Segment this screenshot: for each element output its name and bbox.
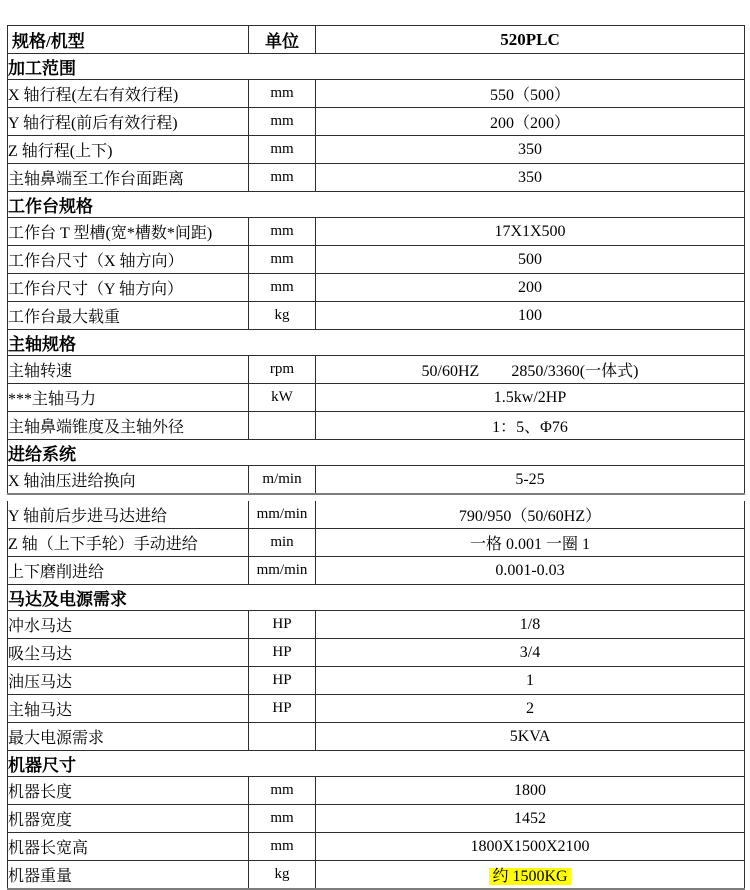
spec-value: 3/4: [316, 639, 745, 667]
spec-label: 机器长宽高: [8, 833, 249, 861]
spec-unit: mm: [249, 274, 316, 302]
section-title: 主轴规格: [8, 330, 745, 356]
spec-row-spindle-taper: [8, 412, 745, 440]
spec-row-spindle-nose-to-table: [8, 164, 745, 192]
spec-unit: mm: [249, 246, 316, 274]
section-title: 机器尺寸: [8, 751, 745, 777]
spec-label: 主轴鼻端锥度及主轴外径: [8, 412, 249, 440]
section-row-feed-system: [8, 440, 745, 466]
spec-label: 工作台尺寸（X 轴方向）: [8, 246, 249, 274]
spec-label: 机器宽度: [8, 805, 249, 833]
spec-value: 一格 0.001 一圈 1: [316, 529, 745, 557]
spec-table-upper: [7, 25, 745, 495]
spec-value: 790/950（50/60HZ）: [316, 501, 745, 529]
section-title: 工作台规格: [8, 192, 745, 218]
spec-label: X 轴油压进给换向: [8, 466, 249, 495]
spec-unit: mm: [249, 805, 316, 833]
spec-unit: min: [249, 529, 316, 557]
spec-value: 1/8: [316, 611, 745, 639]
section-row-table-spec: [8, 192, 745, 218]
spec-label: Y 轴前后步进马达进给: [8, 501, 249, 529]
spec-row-y-travel: [8, 108, 745, 136]
spec-row-table-size-y: [8, 274, 745, 302]
header-model-520plc: 520PLC: [316, 26, 745, 54]
section-row-machine-size: [8, 751, 745, 777]
spec-unit: mm: [249, 164, 316, 192]
spec-value: 1452: [316, 805, 745, 833]
spec-label: 工作台 T 型槽(宽*槽数*间距): [8, 218, 249, 246]
spec-value: 1：5、Φ76: [316, 412, 745, 440]
spec-unit: [249, 723, 316, 751]
spec-value: 500: [316, 246, 745, 274]
spec-value: [316, 861, 745, 890]
spec-label: Y 轴行程(前后有效行程): [8, 108, 249, 136]
spec-label: Z 轴行程(上下): [8, 136, 249, 164]
spec-unit: HP: [249, 695, 316, 723]
spec-unit: mm/min: [249, 501, 316, 529]
spec-value: 550（500）: [316, 80, 745, 108]
spec-value: 0.001-0.03: [316, 557, 745, 585]
header-spec-model: 规格/机型: [8, 26, 249, 54]
spec-unit: kg: [249, 861, 316, 890]
spec-label: 上下磨削进给: [8, 557, 249, 585]
spec-row-table-max-load: [8, 302, 745, 330]
spec-label: ***主轴马力: [8, 384, 249, 412]
section-title: 马达及电源需求: [8, 585, 745, 611]
spec-value: 1: [316, 667, 745, 695]
spec-value: 17X1X500: [316, 218, 745, 246]
spec-unit: kg: [249, 302, 316, 330]
spec-row-spindle-speed: [8, 356, 745, 384]
spec-label: 冲水马达: [8, 611, 249, 639]
spec-label: Z 轴（上下手轮）手动进给: [8, 529, 249, 557]
spec-row-hydraulic-motor: [8, 667, 745, 695]
spec-unit: mm: [249, 218, 316, 246]
spec-unit: mm: [249, 108, 316, 136]
spec-row-machine-weight: [8, 861, 745, 890]
spec-value: 50/60HZ 2850/3360(一体式): [316, 356, 745, 384]
spec-value: 1800X1500X2100: [316, 833, 745, 861]
spec-label: 吸尘马达: [8, 639, 249, 667]
spec-unit: mm: [249, 80, 316, 108]
section-title: 进给系统: [8, 440, 745, 466]
spec-sheet: [7, 25, 744, 890]
spec-row-machine-length: [8, 777, 745, 805]
highlighted-weight-value: 约 1500KG: [489, 868, 570, 885]
spec-value: 350: [316, 164, 745, 192]
spec-label: 油压马达: [8, 667, 249, 695]
header-row: [8, 26, 745, 54]
section-row-motor-power: [8, 585, 745, 611]
spec-value: 100: [316, 302, 745, 330]
spec-row-coolant-motor: [8, 611, 745, 639]
spec-row-x-travel: [8, 80, 745, 108]
spec-table-lower: [7, 501, 745, 890]
spec-row-z-manual-feed: [8, 529, 745, 557]
spec-row-table-size-x: [8, 246, 745, 274]
spec-label: 最大电源需求: [8, 723, 249, 751]
header-unit: 单位: [249, 26, 316, 54]
spec-unit: mm/min: [249, 557, 316, 585]
spec-value: 5KVA: [316, 723, 745, 751]
spec-unit: HP: [249, 667, 316, 695]
spec-unit: [249, 412, 316, 440]
spec-value: 200: [316, 274, 745, 302]
spec-row-max-power: [8, 723, 745, 751]
spec-label: X 轴行程(左右有效行程): [8, 80, 249, 108]
spec-value: 200（200）: [316, 108, 745, 136]
spec-row-spindle-power: [8, 384, 745, 412]
spec-unit: mm: [249, 777, 316, 805]
spec-label: 机器重量: [8, 861, 249, 890]
spec-row-grinding-feed: [8, 557, 745, 585]
spec-row-spindle-motor: [8, 695, 745, 723]
spec-row-machine-lwh: [8, 833, 745, 861]
section-row-spindle-spec: [8, 330, 745, 356]
spec-unit: kW: [249, 384, 316, 412]
section-title: 加工范围: [8, 54, 745, 80]
section-row-machining-range: [8, 54, 745, 80]
spec-label: 工作台尺寸（Y 轴方向）: [8, 274, 249, 302]
spec-label: 主轴鼻端至工作台面距离: [8, 164, 249, 192]
spec-row-dust-motor: [8, 639, 745, 667]
spec-unit: rpm: [249, 356, 316, 384]
spec-row-machine-width: [8, 805, 745, 833]
spec-row-y-stepper-feed: [8, 501, 745, 529]
spec-value: 1800: [316, 777, 745, 805]
spec-value: 5-25: [316, 466, 745, 495]
spec-label: 工作台最大载重: [8, 302, 249, 330]
spec-unit: HP: [249, 639, 316, 667]
spec-value: 1.5kw/2HP: [316, 384, 745, 412]
spec-unit: m/min: [249, 466, 316, 495]
spec-label: 主轴转速: [8, 356, 249, 384]
spec-row-x-hydraulic-feed: [8, 466, 745, 495]
spec-row-z-travel: [8, 136, 745, 164]
spec-value: 2: [316, 695, 745, 723]
spec-unit: mm: [249, 833, 316, 861]
spec-unit: mm: [249, 136, 316, 164]
spec-label: 机器长度: [8, 777, 249, 805]
spec-label: 主轴马达: [8, 695, 249, 723]
spec-value: 350: [316, 136, 745, 164]
spec-row-t-slot: [8, 218, 745, 246]
spec-unit: HP: [249, 611, 316, 639]
